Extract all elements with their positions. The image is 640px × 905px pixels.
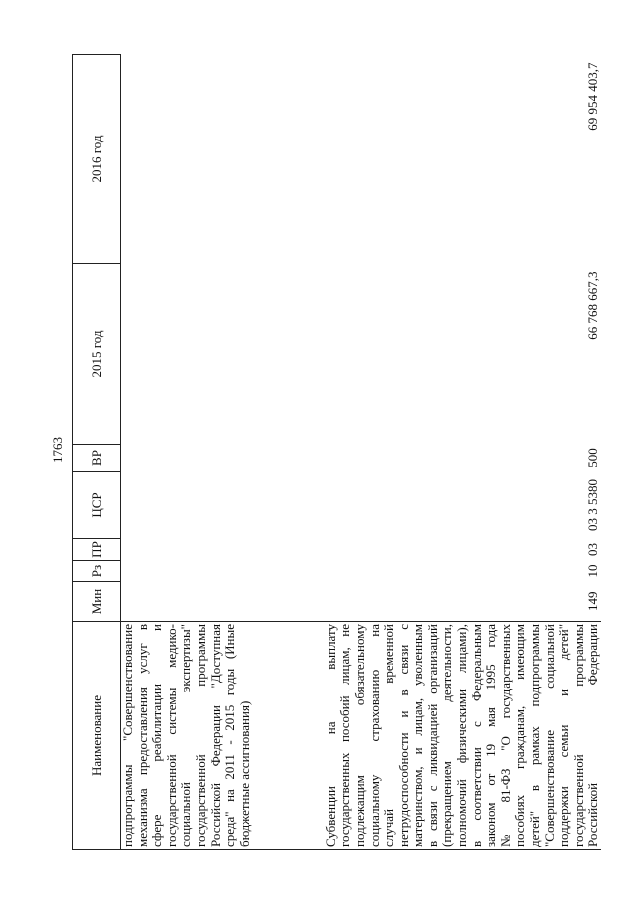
name-line: материнством, и лицам, уволенным [410, 624, 426, 847]
name-line: пособиях гражданам, имеющим [512, 624, 528, 847]
name-line: полномочий физическими лицами), [454, 624, 470, 847]
name-line: государственной системы медико- [163, 624, 179, 847]
table-row [121, 55, 272, 850]
name-line: бюджетные ассигнования) [236, 700, 252, 847]
cell-rz [121, 561, 272, 582]
name-line: социальной экспертизы" [178, 624, 194, 847]
name-line: государственной программы [570, 624, 586, 847]
header-2015: 2015 год [73, 264, 121, 445]
budget-table-rotated [72, 55, 600, 850]
name-line: поддержки семьи и детей" [556, 624, 572, 847]
name-line: среда" на 2011 - 2015 годы (Иные [222, 624, 238, 847]
header-pr: ПР [73, 539, 121, 561]
header-2016: 2016 год [73, 55, 121, 264]
cell-pr [121, 539, 272, 561]
cell-csr [121, 472, 272, 539]
name-line: Субвенции на выплату [322, 624, 338, 847]
name-line: Российской Федерации "Доступная [207, 624, 223, 847]
name-line: сфере реабилитации и [149, 624, 165, 847]
name-line: № 81-ФЗ "О государственных [497, 624, 513, 847]
header-csr: ЦСР [73, 472, 121, 539]
header-min: Мин [73, 582, 121, 622]
cell-vr [121, 445, 272, 472]
name-line: подпрограммы "Совершенствование [120, 624, 135, 847]
header-name: Наименование [73, 622, 121, 850]
cell-2016: 69 954 403,7 [585, 62, 600, 131]
header-vr: ВР [73, 445, 121, 472]
name-line: социальному страхованию на [366, 624, 382, 847]
name-line: подлежащим обязательному [351, 624, 367, 847]
budget-table [72, 54, 601, 850]
cell-2015: 66 768 667,3 [585, 271, 600, 340]
name-line: нетрудоспособности и в связи с [395, 624, 411, 847]
name-line: Российской Федерации [585, 624, 601, 847]
name-line: в соответствии с Федеральным [468, 624, 484, 847]
row-name-cell [121, 622, 272, 850]
cell-csr: 03 3 5380 [585, 479, 600, 531]
name-line: законом от 19 мая 1995 года [483, 624, 499, 847]
name-line: механизма предоставления услуг в [134, 624, 150, 847]
name-line: случай временной [381, 624, 397, 847]
name-line: государственной программы [192, 624, 208, 847]
cell-2015 [121, 264, 272, 445]
cell-min [121, 582, 272, 622]
cell-2016 [121, 55, 272, 264]
name-line: "Совершенствование социальной [541, 624, 557, 847]
cell-pr: 03 [585, 543, 600, 556]
page-number: 1763 [50, 437, 65, 463]
name-line: государственных пособий лицам, не [337, 624, 353, 847]
table-row [271, 55, 601, 850]
name-line: детей" в рамках подпрограммы [527, 624, 543, 847]
table-header-row [73, 55, 121, 850]
name-line: (прекращением деятельности, [439, 624, 455, 847]
cell-rz: 10 [585, 564, 600, 578]
cell-vr: 500 [585, 448, 600, 468]
cell-min: 149 [585, 591, 600, 611]
name-line: в связи с ликвидацией организаций [424, 624, 440, 847]
header-rz: Рз [73, 561, 121, 582]
row-name-cell [271, 622, 601, 850]
